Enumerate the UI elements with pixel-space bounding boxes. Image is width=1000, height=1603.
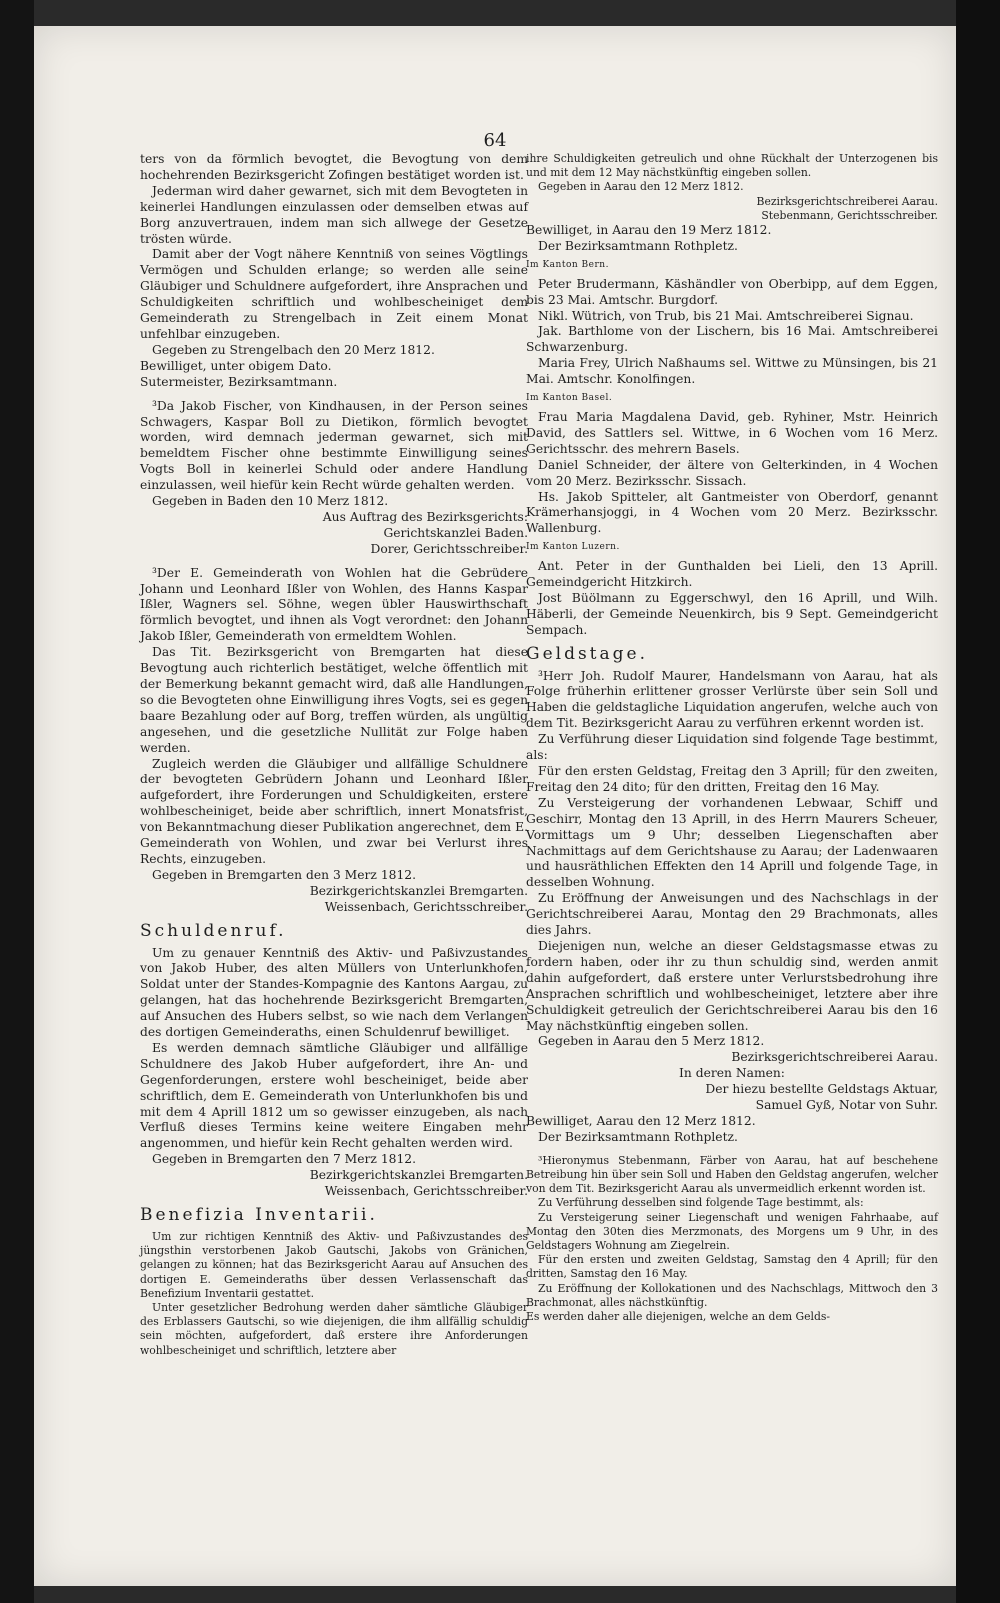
section-heading: Benefizia Inventarii. [140,1205,378,1225]
signature: Stebenmann, Gerichtsschreiber. [761,208,938,222]
signature: Bezirkgerichtskanzlei Bremgarten. [309,883,528,898]
paragraph: Es werden daher alle diejenigen, welche an dem Gelds- [526,1310,831,1323]
paragraph: Um zur richtigen Kenntniß des Aktiv- und Paßivzustandes des jüngsthin verstorbenen Jakob Gautschi, Jakobs von Gränichen, gelangen zu können; hat das Bezirksgericht Aarau auf Ansuchen des dortigen E. Gemeinderaths über dessen Verlassenschaft das Benefizium Inventarii gestattet. [140,1229,528,1300]
signature: Der Bezirksamtmann Rothpletz. [538,238,738,253]
list-item: Hs. Jakob Spitteler, alt Gantmeister von Oberdorf, genannt Krämerhansjoggi, in 4 Wochen vom 20 Merz. Bezirksschr. Wallenburg. [526,489,938,536]
canton-heading: Im Kanton Bern. [526,259,609,270]
list-item: Peter Brudermann, Käshändler von Oberbipp, auf dem Eggen, bis 23 Mai. Amtschr. Burgdorf. [526,276,938,307]
paragraph: ters von da förmlich bevogtet, die Bevogtung von dem hochehrenden Bezirksgericht Zofingen bestätiget worden ist. [140,152,528,182]
scan-border-left [0,0,34,1603]
approval-line: Bewilliget, unter obigem Dato. [140,358,332,373]
paragraph: ³Da Jakob Fischer, von Kindhausen, in der Person seines Schwagers, Kaspar Boll zu Dietikon, förmlich bevogtet worden, wird demnach jederman gewarnet, sich mit bemeldtem Fischer ohne bestimmte Einwilligung seines Vogts Boll in keinerlei Schuld oder andere Handlung einzulassen, weil hiefür kein Recht würde gehalten werden. [140,398,528,493]
approval-line: Bewilliget, Aarau den 12 Merz 1812. [526,1113,756,1128]
paragraph: Zu Eröffnung der Kollokationen und des Nachschlags, Mittwoch den 3 Brachmonat, alles nächstkünftig. [526,1281,938,1309]
signature: Weissenbach, Gerichtsschreiber. [324,1184,528,1199]
newspaper-page [34,26,956,1586]
scan-border-right [956,0,1000,1603]
page-number: 64 [483,130,507,151]
signature: Aus Auftrag des Bezirksgerichts: [322,509,528,524]
signature: Samuel Gyß, Notar von Suhr. [755,1098,938,1113]
list-item: Jak. Barthlome von der Lischern, bis 16 Mai. Amtschreiberei Schwarzenburg. [526,324,938,355]
paragraph: Es werden demnach sämtliche Gläubiger und allfällige Schuldnere des Jakob Huber aufgefordert, ihre An- und Gegenforderungen, erstere wohl bescheiniget, beide aber schriftlich, dem E. Gemeinderath von Unterlunkhofen bis und mit dem 4 Aprill 1812 um so gewisser einzugeben, als nach Verfluß dieses Termins keine weitere Eingaben mehr angenommen, und hiefür kein Recht gehalten werden wird. [140,1040,528,1151]
paragraph: Unter gesetzlicher Bedrohung werden daher sämtliche Gläubiger des Erblassers Gautschi, so wie diejenigen, die ihm allfällig schuldig sein möchten, aufgefordert, daß erstere ihre Anforderungen wohlbescheiniget und schriftlich, letztere aber [140,1300,528,1357]
paragraph: Das Tit. Bezirksgericht von Bremgarten hat diese Bevogtung auch richterlich bestätiget, welche öffentlich mit der Bemerkung bekannt gemacht wird, daß alle Handlungen, so die Bevogteten ohne Einwilligung ihres Vogts, sei es gegen baare Bezahlung oder auf Borg, treffen würden, als ungültig angesehen, und die gesetzliche Nullität zur Folge haben werden. [140,645,528,755]
signature: Sutermeister, Bezirksamtmann. [140,374,338,389]
dateline: Gegeben in Aarau den 12 Merz 1812. [538,180,744,194]
signature: Bezirksgerichtschreiberei Aarau. [731,1050,938,1065]
right-column [526,152,938,1324]
paragraph: Um zu genauer Kenntniß des Aktiv- und Paßivzustandes von Jakob Huber, des alten Müllers von Unterlunkhofen, Soldat unter der Standes-Kompagnie des Kantons Aargau, zu gelangen, hat das hochehrende Bezirksgericht Bremgarten, auf Ansuchen des Hubers selbst, so wie nach dem Verlangen des dortigen Gemeinderaths, einen Schuldenruf bewilliget. [140,945,528,1040]
paragraph: ³Herr Joh. Rudolf Maurer, Handelsmann von Aarau, hat als Folge früherhin erlittener grosser Verlürste über sein Soll und Haben die geldstagliche Liquidation angerufen, welche auch von dem Tit. Bezirksgericht Aarau zu verführen erkennt worden ist. [526,668,938,731]
approval-line: Bewilliget, in Aarau den 19 Merz 1812. [526,223,772,238]
canton-heading: Im Kanton Luzern. [526,542,620,553]
signature: Gerichtskanzlei Baden. [383,525,528,540]
paragraph: Zu Versteigerung seiner Liegenschaft und wenigen Fahrhaabe, auf Montag den 30ten dies Merzmonats, des Morgens um 9 Uhr, in des Geldstagers Wohnung am Ziegelrein. [526,1210,938,1252]
section-heading: Geldstage. [526,643,648,664]
paragraph: Jederman wird daher gewarnet, sich mit dem Bevogteten in keinerlei Handlungen einzulassen oder demselben etwas auf Borg anzuvertrauen, indem man sich allwege der Gesetze trösten würde. [140,183,528,246]
signature: Dorer, Gerichtsschreiber. [370,541,528,556]
list-item: Daniel Schneider, der ältere von Gelterkinden, in 4 Wochen vom 20 Merz. Bezirksschr. Sissach. [526,457,938,488]
paragraph: Für den ersten und zweiten Geldstag, Samstag den 4 Aprill; für den dritten, Samstag den 16 May. [526,1253,938,1281]
paragraph: Für den ersten Geldstag, Freitag den 3 Aprill; für den zweiten, Freitag den 24 dito; für den dritten, Freitag den 16 May. [526,764,938,794]
signature: Weissenbach, Gerichtsschreiber. [324,899,528,914]
list-item: Frau Maria Magdalena David, geb. Ryhiner, Mstr. Heinrich David, des Sattlers sel. Wittwe, in 6 Wochen vom 16 Merz. Gerichtsschr. des mehrern Basels. [526,409,938,456]
dateline: Gegeben zu Strengelbach den 20 Merz 1812. [152,342,435,357]
dateline: Gegeben in Baden den 10 Merz 1812. [152,494,389,509]
signature: Der Bezirksamtmann Rothpletz. [538,1129,738,1144]
list-item: Ant. Peter in der Gunthalden bei Lieli, den 13 Aprill. Gemeindgericht Hitzkirch. [526,559,938,590]
paragraph: ³Hieronymus Stebenmann, Färber von Aarau, hat auf beschehene Betreibung hin über sein Soll und Haben den Geldstag angerufen, welcher von dem Tit. Bezirksgericht Aarau als unvermeidlich erkennt worden ist. [526,1153,938,1196]
list-item: Nikl. Wütrich, von Trub, bis 21 Mai. Amtschreiberei Signau. [538,308,914,323]
paragraph: Diejenigen nun, welche an dieser Geldstagsmasse etwas zu fordern haben, oder ihr zu thun schuldig sind, werden anmit dahin aufgefordert, daß erstere unter Verlurstsbedrohung ihre Ansprachen schriftlich und wohlbescheiniget, letztere aber ihre Schuldigkeit getreulich der Gerichtschreiberei Aarau bis den 16 May nächstkünftig eingeben sollen. [526,938,938,1033]
paragraph: ³Der E. Gemeinderath von Wohlen hat die Gebrüdere Johann und Leonhard Ißler von Wohlen, des Hanns Kaspar Ißler, Wagners sel. Söhne, wegen übler Hauswirthschaft förmlich bevogtet, und ihnen als Vogt verordnet: den Johann Jakob Ißler, Gemeinderath von ermeldtem Wohlen. [140,565,528,644]
paragraph: ihre Schuldigkeiten getreulich und ohne Rückhalt der Unterzogenen bis und mit dem 12 May nächstkünftig eingeben sollen. [526,152,938,180]
list-item: Jost Büölmann zu Eggerschwyl, den 16 Aprill, und Wilh. Häberli, der Gemeinde Neuenkirch, bis 9 Sept. Gemeindgericht Sempach. [526,590,938,637]
dateline: Gegeben in Aarau den 5 Merz 1812. [538,1034,765,1049]
paragraph: Zugleich werden die Gläubiger und allfällige Schuldnere der bevogteten Gebrüdern Johann und Leonhard Ißler aufgefordert, ihre Forderungen und Schuldigkeiten, erstere wohlbescheiniget, beide aber schriftlich, innert Monatsfrist, von Bekanntmachung dieser Publikation angerechnet, dem E. Gemeinderath von Wohlen, und zwar bei Verlurst ihres Rechts, einzugeben. [140,756,528,866]
signature: Bezirkgerichtskanzlei Bremgarten. [309,1168,528,1183]
dateline: Gegeben in Bremgarten den 7 Merz 1812. [152,1152,417,1167]
signature: Der hiezu bestellte Geldstags Aktuar, [705,1082,938,1097]
dateline: Gegeben in Bremgarten den 3 Merz 1812. [152,867,417,882]
signature: Bezirksgerichtschreiberei Aarau. [756,194,938,208]
section-heading: Schuldenruf. [140,920,287,941]
paragraph: Zu Verführung desselben sind folgende Tage bestimmt, als: [538,1196,864,1210]
paragraph: Zu Versteigerung der vorhandenen Lebwaar, Schiff und Geschirr, Montag den 13 Aprill, in des Herrn Maurers Scheuer, Vormittags um 9 Uhr; desselben Liegenschaften aber Nachmittags auf dem Gerichtshause zu Aarau; der Ladenwaaren und hausräthlichen Effekten den 14 Aprill und folgende Tage, in desselben Wohnung. [526,795,938,890]
paragraph: Zu Verführung dieser Liquidation sind folgende Tage bestimmt, als: [526,732,938,763]
paragraph: Zu Eröffnung der Anweisungen und des Nachschlags in der Gerichtschreiberei Aarau, Montag den 29 Brachmonats, alles dies Jahrs. [526,891,938,938]
signature: In deren Namen: [679,1066,785,1081]
paragraph: Damit aber der Vogt nähere Kenntniß von seines Vögtlings Vermögen und Schulden erlange; so werden alle seine Gläubiger und Schuldnere aufgefordert, ihre Ansprachen und Schuldigkeiten schriftlich und wohlbescheiniget dem Gemeinderath zu Strengelbach in Zeit einem Monat unfehlbar einzugeben. [140,247,528,341]
left-column [140,152,528,1358]
canton-heading: Im Kanton Basel. [526,393,613,404]
list-item: Maria Frey, Ulrich Naßhaums sel. Wittwe zu Münsingen, bis 21 Mai. Amtschr. Konolfingen. [526,356,938,387]
